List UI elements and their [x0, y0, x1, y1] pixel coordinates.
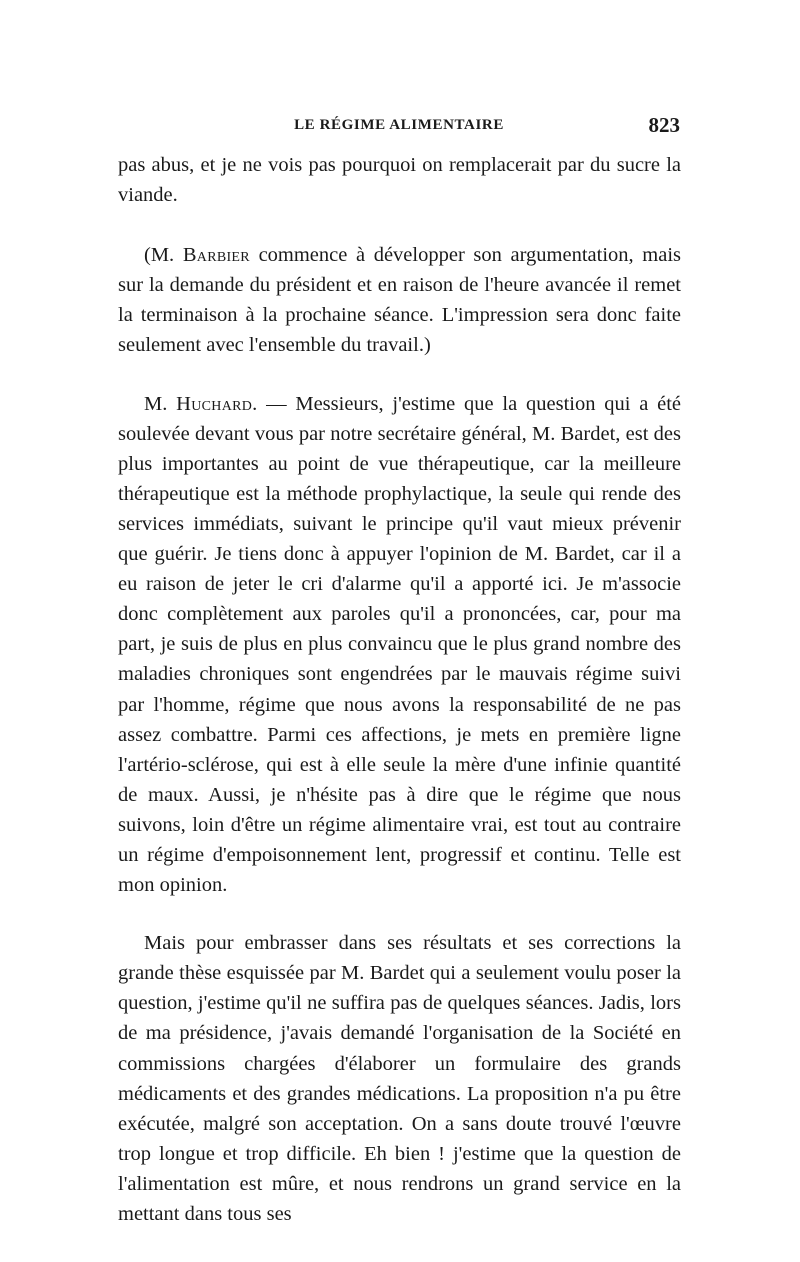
- body-text: [118, 150, 681, 1229]
- page-number: 823: [648, 113, 680, 137]
- paragraph-3-text: . — Messieurs, j'estime que la question qui a été soulevée devant vous par notre secrétaire général, M. Bardet, est des plus importantes au point de vue thérapeutique, car la meilleure thérapeutique est la méthode prophylactique, la seule qui rende des services immédiats, suivant le principe qu'il vaut mieux prévenir que guérir. Je tiens donc à appuyer l'opinion de M. Bardet, car il a eu raison de jeter le cri d'alarme qu'il a apporté ici. Je m'associe donc complètement aux paroles qu'il a prononcées, car, pour ma part, je suis de plus en plus convaincu que le plus grand nombre des maladies chroniques sont engendrées par le mauvais régime suivi par l'homme, régime que nous avons la responsabilité de ne pas assez combattre. Parmi ces affections, je mets en première ligne l'artério-sclérose, qui est à elle seule la mère d'une infinie quantité de maux. Aussi, je n'hésite pas à dire que le régime que nous suivons, loin d'être un régime alimentaire vrai, est tout au contraire un régime d'empoisonnement lent, progressif et continu. Telle est mon opinion.: [118, 392, 681, 897]
- paragraph-1: pas abus, et je ne vois pas pourquoi on remplacerait par du sucre la viande.: [118, 154, 681, 207]
- paragraph-3: [118, 389, 681, 901]
- paragraph-3-open: M.: [144, 392, 177, 415]
- speaker-name-barbier: Barbier: [182, 244, 250, 267]
- paragraph-2-text: commence à développer son argumentation, mais sur la demande du président et en raison de l'heure avancée il remet la terminaison à la prochaine séance. L'impression sera donc faite seulement avec l'ensemble du travail.): [118, 244, 681, 357]
- speaker-name-huchard: Huchard: [176, 392, 253, 415]
- page-header: [118, 113, 680, 143]
- paragraph-2: [118, 240, 681, 360]
- running-title: LE RÉGIME ALIMENTAIRE: [294, 117, 504, 133]
- paragraph-2-open: (M.: [144, 244, 183, 267]
- paragraph-4: Mais pour embrasser dans ses résultats et ses corrections la grande thèse esquissée par M. Bardet qui a seulement voulu poser la question, j'estime qu'il ne suffira pas de quelques séances. Jadis, lors de ma présidence, j'avais demandé l'organisation de la Société en commissions chargées d'élaborer un formulaire des grands médicaments et des grandes médications. La proposition n'a pu être exécutée, malgré son acceptation. On a sans doute trouvé l'œuvre trop longue et trop difficile. Eh bien ! j'estime que la question de l'alimentation est mûre, et nous rendrons un grand service en la mettant dans tous ses: [118, 932, 681, 1225]
